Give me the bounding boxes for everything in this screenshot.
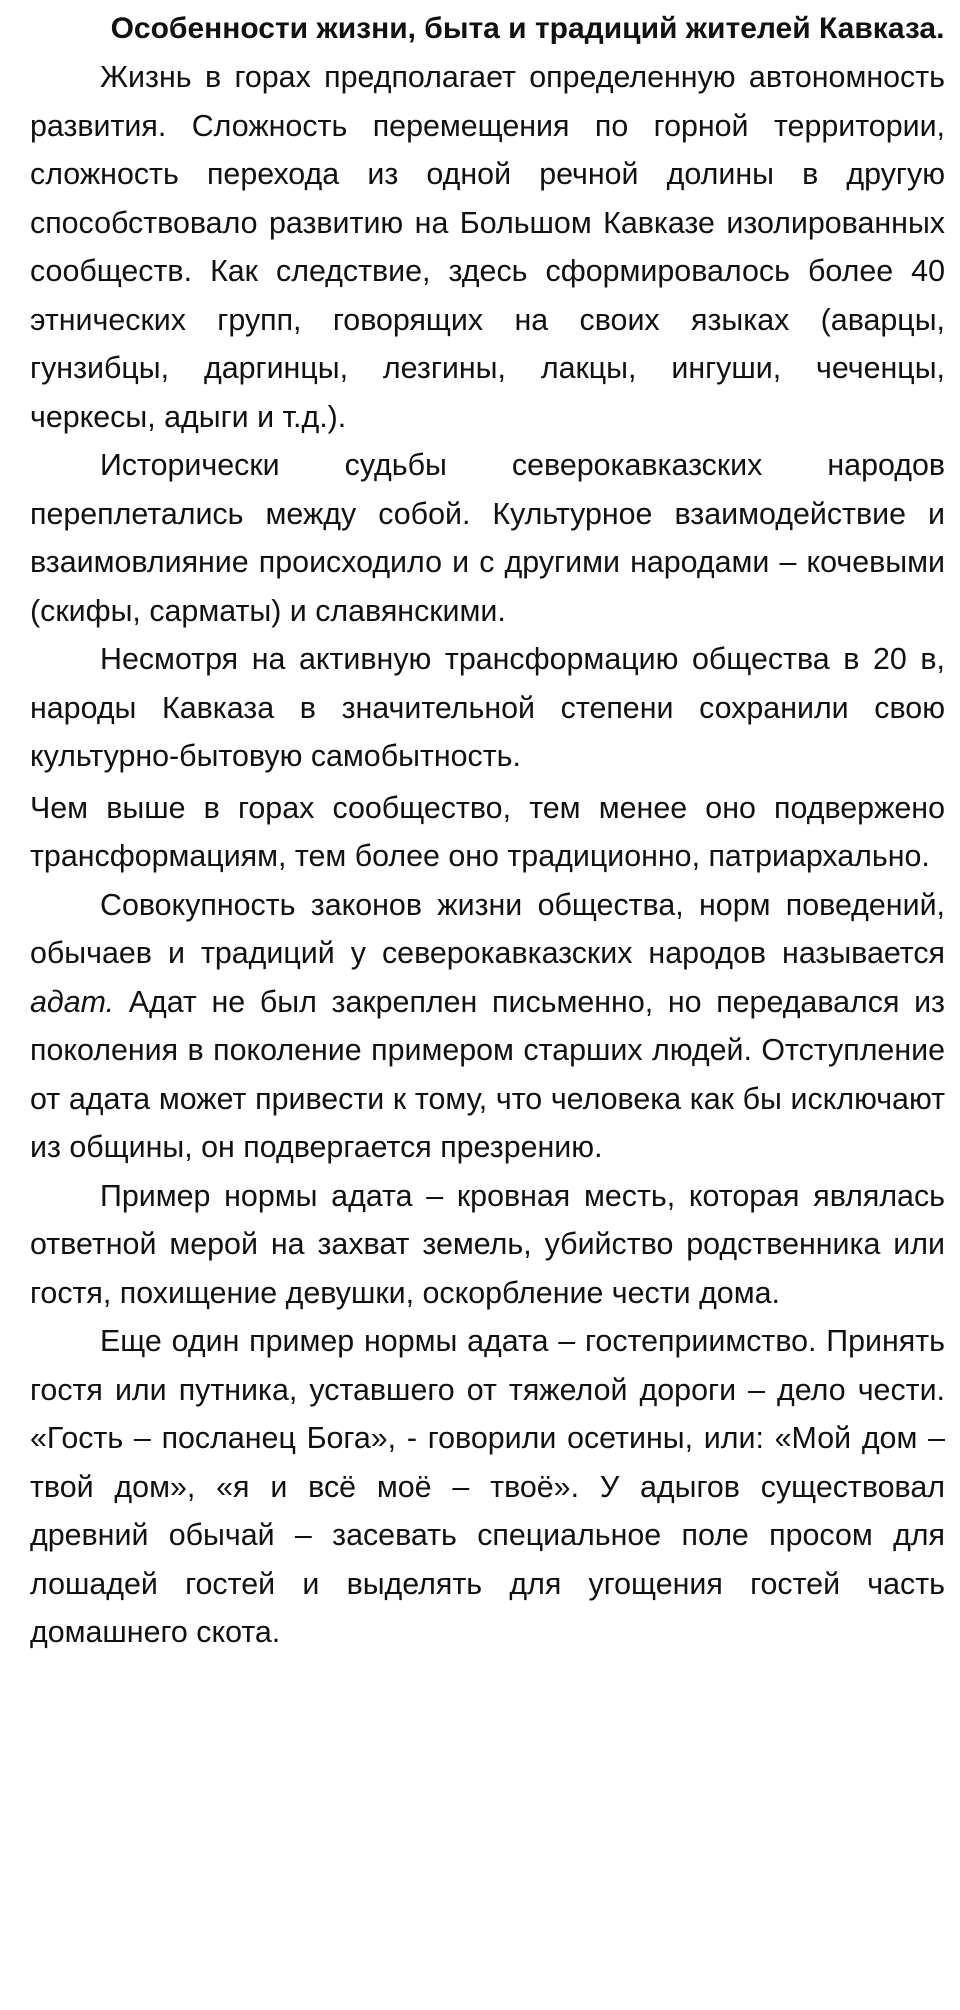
- document-page: [30, 0, 945, 1657]
- paragraph-transformation: Несмотря на активную трансформацию общества в 20 в, народы Кавказа в значительной степени сохранили свою культурно-бытовую самобытность.: [30, 642, 945, 773]
- paragraph-blood-feud: Пример нормы адата – кровная месть, которая являлась ответной мерой на захват земель, убийство родственника или гостя, похищение девушки, оскорбление чести дома.: [30, 1178, 945, 1310]
- title-period: .: [936, 12, 945, 45]
- paragraph-traditional-communities: Чем выше в горах сообщество, тем менее оно подвержено трансформациям, тем более оно традиционно, патриархально.: [30, 790, 945, 873]
- page-title: [110, 4, 945, 53]
- adat-text-before: Совокупность законов жизни общества, норм поведений, обычаев и традиций у северокавказских народов называется: [30, 887, 945, 970]
- title-text: Особенности жизни, быта и традиций жителей Кавказа: [110, 12, 937, 45]
- adat-text-after: Адат не был закреплен письменно, но передавался из поколения в поколение примером старших людей. Отступление от адата может привести к тому, что человека как бы исключают из общины, он подвергается презрению.: [30, 984, 945, 1164]
- paragraph-mountain-life: Жизнь в горах предполагает определенную автономность развития. Сложность перемещения по горной территории, сложность перехода из одной речной долины в другую способствовало развитию на Большом Кавказе изолированных сообществ. Как следствие, здесь сформировалось более 40 этнических групп, говорящих на своих языках (аварцы, гунзибцы, даргинцы, лезгины, лакцы, ингуши, чеченцы, черкесы, адыги и т.д.).: [30, 60, 945, 434]
- paragraph-adat-definition: [30, 881, 945, 1172]
- paragraph-historical-fates: Исторически судьбы северокавказских народов переплетались между собой. Культурное взаимодействие и взаимовлияние происходило и с другими народами – кочевыми (скифы, сарматы) и славянскими.: [30, 448, 945, 628]
- adat-term: адат.: [30, 984, 115, 1019]
- paragraph-hospitality: Еще один пример нормы адата – гостеприимство. Принять гостя или путника, уставшего от тяжелой дороги – дело чести. «Гость – посланец Бога», - говорили осетины, или: «Мой дом – твой дом», «я и всё моё – твоё». У адыгов существовал древний обычай – засевать специальное поле просом для лошадей гостей и выделять для угощения гостей часть домашнего скота.: [30, 1324, 945, 1649]
